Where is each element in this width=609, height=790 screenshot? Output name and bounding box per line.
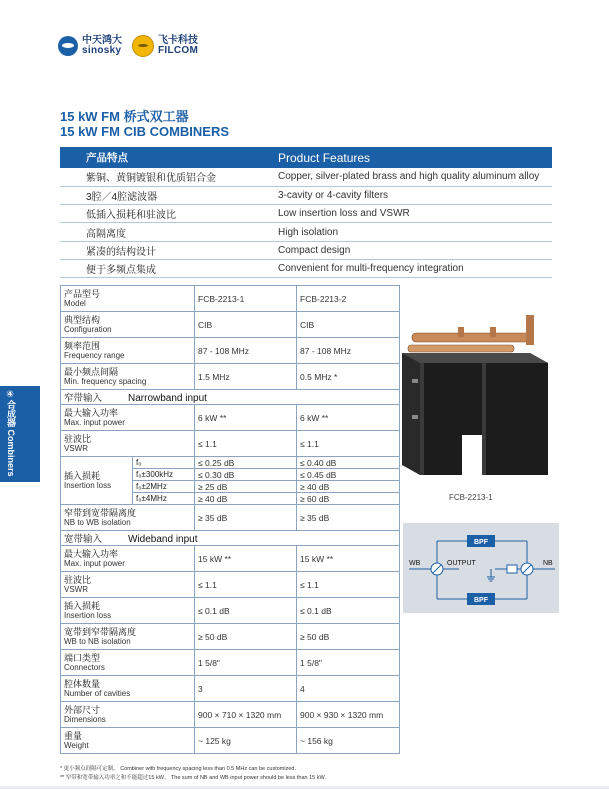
spec-label-en: Configuration — [64, 324, 112, 334]
feature-row — [60, 186, 552, 204]
block-diagram — [403, 523, 559, 613]
spec-label-cn: 驻波比 — [64, 574, 92, 585]
spec-value: ≤ 1.1 — [195, 431, 297, 457]
spec-label-en: Insertion loss — [64, 610, 112, 620]
footnote-1: * 更小频点间隔可定制。 Combiner with frequency spacing less than 0.5 MHz can be customized. — [60, 766, 296, 772]
filcom-logo-cn: 飞卡科技 — [158, 35, 198, 46]
specs-row-config — [61, 312, 400, 338]
wb-hybrid-icon — [431, 563, 443, 575]
feature-cn: 3腔／4腔滤波器 — [86, 191, 158, 203]
spec-value: ≤ 0.30 dB — [195, 469, 297, 481]
spec-value: ≥ 35 dB — [195, 505, 297, 531]
filcom-logo-en: FILCOM — [158, 45, 199, 56]
spec-value: 6 kW ** — [297, 405, 400, 431]
product-caption: FCB-2213-1 — [449, 493, 493, 502]
sinosky-logo-en: sinosky — [82, 45, 122, 56]
spec-label-en: VSWR — [64, 584, 88, 594]
bpf-bottom-label: BPF — [474, 597, 488, 604]
spec-value: ≤ 1.1 — [297, 431, 400, 457]
spec-value: ≥ 25 dB — [195, 481, 297, 493]
specs-row-wb-power — [61, 546, 400, 572]
nb-hybrid-icon — [521, 563, 533, 575]
spec-label-cn: 产品型号 — [64, 288, 101, 299]
spec-label-en: Number of cavities — [64, 688, 131, 698]
sinosky-logo — [58, 36, 122, 56]
spec-label-en: Max. input power — [64, 417, 125, 427]
spec-label-en: Frequency range — [64, 350, 125, 360]
footnote-2: ** 窄带和宽带输入功率之和不能超过15 kW。 The sum of NB and WB input power should be less than 15 kW. — [60, 775, 326, 781]
sinosky-logo-cn: 中天鸿大 — [82, 35, 122, 46]
spec-value: CIB — [297, 312, 400, 338]
spec-label-cn: 宽带到窄带隔离度 — [64, 626, 137, 637]
spec-value: ~ 125 kg — [195, 728, 297, 754]
specs-row-insertion-loss — [61, 457, 400, 469]
spec-value: 15 kW ** — [297, 546, 400, 572]
wb-port-label: WB — [409, 560, 421, 567]
filcom-logo — [132, 35, 198, 57]
spec-label-en: Weight — [64, 740, 89, 750]
spec-label-cn: 外部尺寸 — [64, 704, 101, 715]
spec-value: ≥ 50 dB — [195, 624, 297, 650]
specs-row-wb-vswr — [61, 572, 400, 598]
feature-en: 3-cavity or 4-cavity filters — [278, 189, 389, 201]
specs-row-spacing — [61, 364, 400, 390]
spec-value: ≤ 0.25 dB — [195, 457, 297, 469]
specs-row-wb-to-nb — [61, 624, 400, 650]
bottom-divider — [0, 786, 609, 789]
spec-value: ≤ 1.1 — [297, 572, 400, 598]
spec-label-en: Model — [64, 298, 86, 308]
model-1-name: FCB-2213-1 — [195, 286, 297, 312]
specs-row-nb-power — [61, 405, 400, 431]
spec-value: 0.5 MHz * — [297, 364, 400, 390]
feature-row — [60, 205, 552, 223]
spec-value: ≤ 0.1 dB — [195, 598, 297, 624]
spec-label-en: NB to WB isolation — [64, 517, 131, 527]
spec-label-cn: 端口类型 — [64, 652, 101, 663]
spec-value: ≥ 40 dB — [195, 493, 297, 505]
spec-value: 87 - 108 MHz — [297, 338, 400, 364]
spec-label-cn: 最大输入功率 — [64, 548, 119, 559]
spec-label-cn: 典型结构 — [64, 314, 101, 325]
features-header — [60, 147, 552, 168]
specs-row-dimensions — [61, 702, 400, 728]
spec-value: CIB — [195, 312, 297, 338]
product-image — [398, 305, 556, 487]
spec-label-cn: 重量 — [64, 730, 83, 741]
specs-row-connectors — [61, 650, 400, 676]
feature-en: Copper, silver-plated brass and high quality aluminum alloy — [278, 171, 540, 183]
spec-label-en: VSWR — [64, 443, 88, 453]
specs-row-cavities — [61, 676, 400, 702]
spec-value: 1 5/8" — [297, 650, 400, 676]
spec-label-en: Min. frequency spacing — [64, 376, 147, 386]
feature-cn: 紧凑的结构设计 — [86, 246, 156, 258]
feature-en: Low insertion loss and VSWR — [278, 208, 410, 220]
spec-value: 6 kW ** — [195, 405, 297, 431]
spec-value: ~ 156 kg — [297, 728, 400, 754]
spec-label-en: WB to NB isolation — [64, 636, 131, 646]
spec-label-cn: 腔体数量 — [64, 678, 101, 689]
spec-label-en: Max. input power — [64, 558, 125, 568]
il-sub-label: f₀±4MHz — [133, 493, 195, 505]
section-label-cn: 窄带输入 — [64, 393, 103, 404]
spec-value: ≥ 50 dB — [297, 624, 400, 650]
specs-table — [60, 285, 400, 754]
specs-row-frequency — [61, 338, 400, 364]
specs-row-nb-to-wb — [61, 505, 400, 531]
specs-row-wb-insertion-loss — [61, 598, 400, 624]
spec-value: ≤ 0.40 dB — [297, 457, 400, 469]
feature-cn: 高隔离度 — [86, 228, 126, 240]
spec-label-cn: 频率范围 — [64, 340, 101, 351]
spec-value: 1 5/8" — [195, 650, 297, 676]
specs-section-wideband — [61, 531, 400, 546]
specs-row-model — [61, 286, 400, 312]
features-header-en: Product Features — [278, 150, 371, 165]
il-sub-label: f₀ — [133, 457, 195, 469]
feature-row — [60, 168, 552, 186]
spec-value: 900 × 710 × 1320 mm — [195, 702, 297, 728]
il-sub-label: f₀±300kHz — [133, 469, 195, 481]
model-2-name: FCB-2213-2 — [297, 286, 400, 312]
spec-value: 900 × 930 × 1320 mm — [297, 702, 400, 728]
spec-label-cn: 驻波比 — [64, 433, 92, 444]
spec-label-cn: 窄带到宽带隔离度 — [64, 507, 137, 518]
specs-row-nb-vswr — [61, 431, 400, 457]
spec-value: ≥ 35 dB — [297, 505, 400, 531]
features-table — [60, 147, 552, 278]
spec-label-cn: 插入损耗 — [64, 470, 101, 481]
output-label: OUTPUT — [447, 560, 476, 567]
section-label-cn: 宽带输入 — [64, 534, 103, 545]
feature-en: Convenient for multi-frequency integration — [278, 263, 464, 275]
side-tab-label: ④合成器 Combiners — [6, 390, 16, 477]
specs-section-narrowband — [61, 390, 400, 405]
feature-en: High isolation — [278, 226, 339, 238]
nb-port-label: NB — [543, 560, 553, 567]
feature-en: Compact design — [278, 244, 351, 256]
spec-value: ≥ 40 dB — [297, 481, 400, 493]
spec-label-en: Connectors — [64, 662, 105, 672]
sinosky-logo-icon — [58, 36, 78, 56]
page-title-en: 15 kW FM CIB COMBINERS — [60, 124, 230, 139]
spec-value: ≤ 0.1 dB — [297, 598, 400, 624]
spec-value: ≤ 0.45 dB — [297, 469, 400, 481]
section-side-tab — [0, 386, 40, 482]
feature-cn: 便于多频点集成 — [86, 265, 156, 277]
spec-value: 3 — [195, 676, 297, 702]
spec-label-cn: 最大输入功率 — [64, 407, 119, 418]
il-sub-label: f₀±2MHz — [133, 481, 195, 493]
feature-row — [60, 259, 552, 277]
spec-value: 87 - 108 MHz — [195, 338, 297, 364]
section-label-en: Narrowband input — [128, 393, 207, 404]
spec-label-cn: 最小频点间隔 — [64, 366, 119, 377]
spec-value: ≥ 60 dB — [297, 493, 400, 505]
spec-label-en: Insertion loss — [64, 480, 112, 490]
spec-label-en: Dimensions — [64, 714, 106, 724]
spec-value: 1.5 MHz — [195, 364, 297, 390]
feature-cn: 低插入损耗和驻波比 — [86, 210, 176, 222]
feature-row — [60, 223, 552, 241]
page-title-cn: 15 kW FM 桥式双工器 — [60, 109, 189, 124]
spec-value: 4 — [297, 676, 400, 702]
features-header-cn: 产品特点 — [86, 152, 128, 164]
section-label-en: Wideband input — [128, 534, 198, 545]
feature-row — [60, 241, 552, 259]
specs-row-weight — [61, 728, 400, 754]
spec-label-cn: 插入损耗 — [64, 600, 101, 611]
load-resistor-icon — [507, 565, 517, 573]
logo-row — [58, 30, 198, 62]
feature-cn: 紫铜、黄铜镀银和优质铝合金 — [86, 173, 216, 185]
filcom-logo-icon — [132, 35, 154, 57]
spec-value: 15 kW ** — [195, 546, 297, 572]
spec-value: ≤ 1.1 — [195, 572, 297, 598]
bpf-top-label: BPF — [474, 539, 488, 546]
